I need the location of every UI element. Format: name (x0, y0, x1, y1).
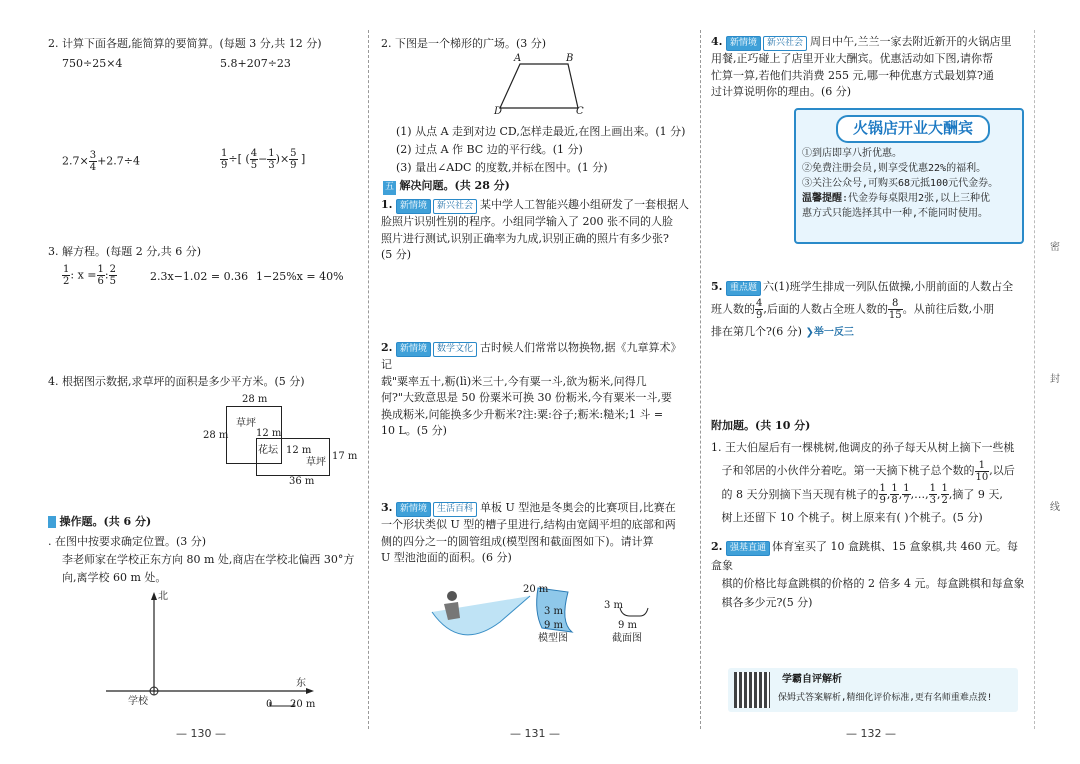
dim-36m: 36 m (289, 476, 315, 487)
page-number: — 131 — (510, 726, 560, 740)
scale-0: 0 (266, 699, 273, 710)
fraction: $\frac{1}{3}$ (268, 148, 275, 171)
north-label: 北 (158, 591, 168, 602)
promotion-poster (794, 108, 1024, 244)
q2-part2: (2) 过点 A 作 BC 边的平行线。(1 分) (396, 143, 583, 156)
fraction: $\frac{3}{4}$ (89, 150, 97, 173)
q2-part3: (3) 量出∠ADC 的度数,并标在图中。(1 分) (396, 161, 608, 174)
trapezoid-figure[interactable] (490, 58, 590, 118)
dim-3m-section: 3 m (604, 600, 624, 611)
page-number: — 130 — (176, 726, 226, 740)
seal-char-1: 密 (1050, 242, 1060, 253)
q2-d: $\frac{1}{9}$ ÷[ ( $\frac{4}{5}$ − $\frac{1}{3}$ )× $\frac{5}{9}$ ] (221, 148, 306, 171)
column-divider (368, 30, 369, 729)
east-label: 东 (296, 678, 306, 689)
dim-12m-a: 12 m (256, 428, 282, 439)
point-b: B (566, 53, 574, 64)
poster-body: ①到店即享八折优惠。 ②免费注册会员,则享受优惠22%的福利。 ③关注公众号,可购买68元抵100元代金券。 温馨提醒:代金券每桌限用2张,以上三种优 惠方式只能选择其中一种,不能同时使用。 (802, 148, 999, 219)
qr-code-icon[interactable] (734, 672, 770, 708)
q3-a: $\frac{1}{2}$ : x = $\frac{1}{6}$ : $\frac{2}{5}$ (63, 264, 116, 287)
dim-17m: 17 m (332, 451, 358, 462)
seal-char-3: 线 (1050, 502, 1060, 513)
dim-3m: 3 m (544, 606, 564, 617)
point-c: C (576, 106, 584, 117)
label-model: 模型图 (538, 633, 568, 644)
label-lawn-2: 草坪 (306, 457, 326, 468)
column-divider (700, 30, 701, 729)
op-text-2: 向,离学校 60 m 处。 (62, 571, 167, 584)
fraction: $\frac{4}{5}$ (250, 148, 258, 171)
banner-title: 学霸自评解析 (782, 674, 842, 685)
school-label: 学校 (128, 696, 148, 707)
problem-4: 4. 新情境 新兴社会 周日中午,兰兰一家去附近新开的火锅店里 用餐,正巧碰上了店里开业大酬宾。优惠活动如下图,请你帮 忙算一算,若他们共消费 255 元,哪一种优惠方式最划算?通 过计算说明你的理由。(6 分) (711, 35, 1012, 98)
point-a: A (514, 53, 522, 64)
q2-title: 2. 计算下面各题,能简算的要简算。(每题 3 分,共 12 分) (48, 37, 322, 50)
q2-a: 750÷25×4 (62, 57, 123, 70)
q4-title: 4. 根据图示数据,求草坪的面积是多少平方米。(5 分) (48, 375, 305, 388)
fraction: $\frac{5}{9}$ (290, 148, 297, 171)
dim-9m: 9 m (544, 620, 564, 631)
extra-problem-1: 1. 王大伯屋后有一棵桃树,他调皮的孙子每天从树上摘下一些桃 子和邻居的小伙伴分着吃。第一天摘下桃子总个数的 $\frac{1}{10}$ ,以后 的 8 天分别摘下当天现有桃子的 $\frac{1}{9}$ , $\frac{1}{8}$ , $\frac{1}{7}$ ,…, $\frac{1}{3}$ , $\frac{1}{2}$ ,摘了 9 天, 树上还留下 10 个桃子。树上原来有( )个桃子。(5 分) (711, 441, 1015, 525)
poster-title: 火锅店开业大酬宾 (836, 115, 990, 143)
op-text-1: 李老师家在学校正东方向 80 m 处,商店在学校北偏西 30°方 (62, 553, 355, 566)
section-5-title: 五 解决问题。(共 28 分) (383, 178, 510, 195)
dim-9m-section: 9 m (618, 620, 638, 631)
q2-part1: (1) 从点 A 走到对边 CD,怎样走最近,在图上画出来。(1 分) (396, 125, 686, 138)
extra-problem-2: 2. 强基直通 体育室买了 10 盒跳棋、15 盒象棋,共 460 元。每盒象 棋的价格比每盒跳棋的价格的 2 倍多 4 元。每盒跳棋和每盒象 棋各多少元?(5 分) (711, 540, 1025, 610)
problem-3: 3. 新情境 生活百科 单板 U 型池是冬奥会的比赛项目,比赛在 一个形状类似 U 型的槽子里进行,结构由宽阔平坦的底部和两 侧的四分之一的圆管组成(模型图和截面图如下)。请计算 U 型池池面的面积。(6 分) (381, 501, 676, 564)
seal-line (1034, 30, 1035, 729)
dim-12m-b: 12 m (286, 445, 312, 456)
self-review-banner[interactable] (728, 668, 1018, 712)
label-garden: 花坛 (258, 445, 278, 456)
q2-c: 2.7× $\frac{3}{4}$ +2.7÷4 (62, 150, 141, 173)
q3-b: 2.3x−1.02 = 0.36 (150, 270, 249, 283)
scale-20m: 20 m (290, 699, 316, 710)
point-d: D (494, 106, 503, 117)
seal-char-2: 封 (1050, 374, 1060, 385)
q2-title: 2. 下图是一个梯形的广场。(3 分) (381, 37, 547, 50)
practice-link[interactable]: ❯举一反三 (805, 327, 854, 338)
fraction: $\frac{1}{9}$ (221, 148, 228, 171)
page-number: — 132 — (846, 726, 896, 740)
banner-text: 保姆式答案解析,精细化评价标准,更有名师重难点拨! (778, 693, 993, 703)
dim-20m: 20 m (523, 584, 549, 595)
q2-b: 5.8+207÷23 (220, 57, 291, 70)
label-section: 截面图 (612, 633, 642, 644)
dim-28m-left: 28 m (203, 430, 229, 441)
dim-28m-top: 28 m (242, 394, 268, 405)
q3-c: 1−25%x = 40% (256, 270, 344, 283)
label-lawn-1: 草坪 (236, 418, 256, 429)
q3-title: 3. 解方程。(每题 2 分,共 6 分) (48, 245, 202, 258)
problem-1: 1. 新情境 新兴社会 某中学人工智能兴趣小组研发了一套根据人 脸照片识别性别的程序。小组同学输入了 200 张不同的人脸 照片进行测试,识别正确率为九成,识别正确的照片有多少张? (5 分) (381, 198, 690, 261)
extra-title: 附加题。(共 10 分) (711, 419, 811, 432)
ops-section: 操作题。(共 6 分) (48, 514, 151, 531)
op1: . 在图中按要求确定位置。(3 分) (48, 535, 207, 548)
section-marker (48, 516, 56, 528)
problem-2: 2. 新情境 数学文化 古时候人们常常以物换物,据《九章算术》记 载"粟率五十,粝(lì)米三十,今有粟一斗,欲为粝米,问得几 何?"大致意思是 50 份粟米可换 30 份粝米,今有粟米一斗,要 换成粝米,问能换多少升粝米?注:粟:谷子;粝米:糙米;1 斗 = 10 L。(5 分) (381, 341, 682, 437)
problem-5: 5. 重点题 六(1)班学生排成一列队伍做操,小朋前面的人数占全 班人数的 $\frac{4}{9}$ ,后面的人数占全班人数的 $\frac{8}{15}$ 。从前往后数,小朋 排在第几个?(6 分) ❯举一反三 (711, 280, 1014, 338)
